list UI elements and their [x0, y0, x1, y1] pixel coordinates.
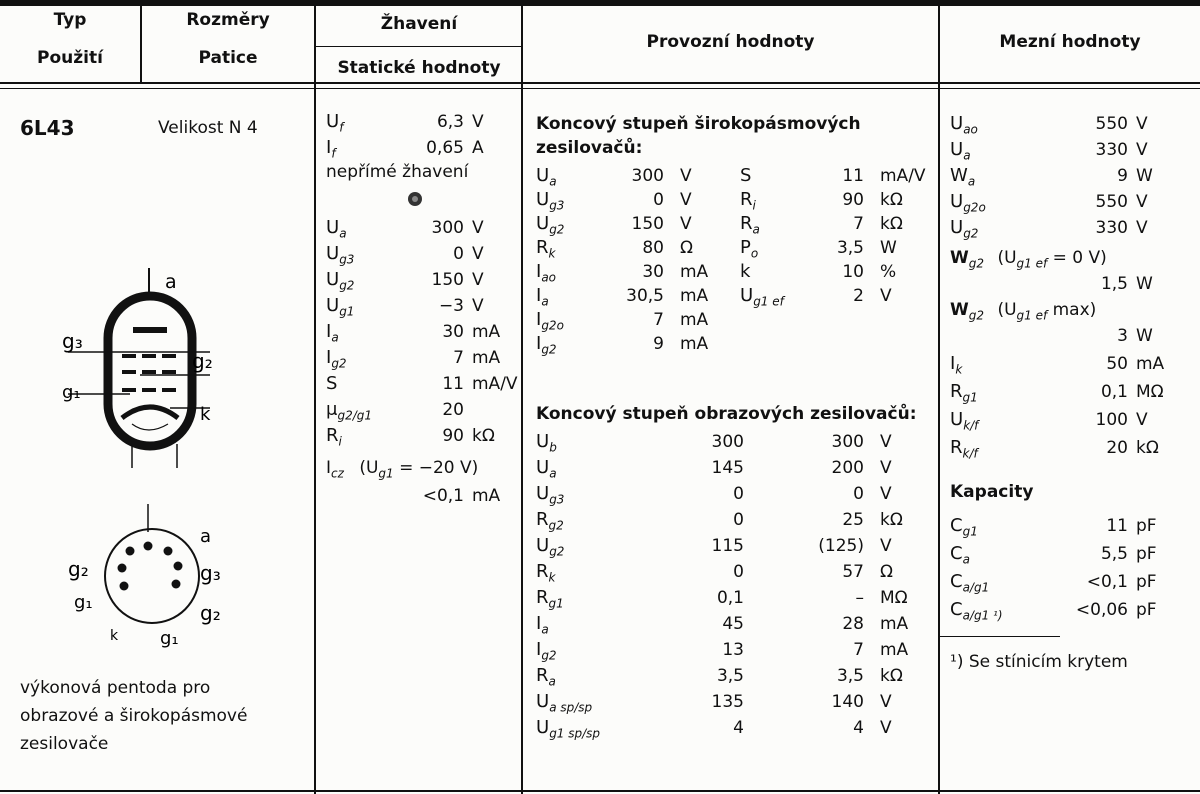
limit-unit: kΩ [1136, 438, 1159, 458]
static-value: 300 [431, 218, 464, 238]
op2-symbol: $U_a$ [536, 457, 557, 481]
op1r-unit: kΩ [880, 190, 903, 210]
tube-type: 6L43 [20, 116, 75, 140]
header-pouziti: Použití [37, 48, 103, 68]
op2-unit: mA [880, 640, 909, 660]
svg-text:g₁: g₁ [74, 592, 93, 613]
label-g3: g₃ [62, 329, 83, 353]
limit-unit: V [1136, 218, 1148, 238]
op2-value1: 13 [722, 640, 744, 660]
limit-unit: MΩ [1136, 382, 1164, 402]
limit-unit: W [1136, 166, 1153, 186]
op2-symbol: $R_{g2}$ [536, 509, 564, 533]
col-divider-4 [938, 6, 940, 794]
limit-symbol: $I_k$ [950, 353, 963, 377]
static-value: 20 [442, 400, 464, 420]
limit-symbol: $U_a$ [950, 139, 971, 163]
limit-value: 550 [1095, 192, 1128, 212]
op1-value: 300 [631, 166, 664, 186]
op2-symbol: $U_b$ [536, 431, 557, 455]
static-unit: A [472, 138, 484, 158]
header-rozmery: Rozměry [186, 10, 270, 30]
description-line-1: výkonová pentoda pro [20, 678, 211, 698]
limit-unit: mA [1136, 354, 1165, 374]
header-mezni: Mezní hodnoty [999, 32, 1141, 52]
op1-value: 0 [653, 190, 664, 210]
op2-value2: 28 [842, 614, 864, 634]
op1-symbol: $U_a$ [536, 165, 557, 189]
static-unit: V [472, 270, 484, 290]
svg-text:a: a [200, 526, 212, 547]
icz-value: <0,1 [422, 486, 464, 506]
capacity-symbol: $C_{a/g1 ^1)}$ [950, 599, 1003, 623]
limit-symbol: $U_{ao}$ [950, 113, 978, 137]
footnote: ¹) Se stínicím krytem [950, 652, 1128, 672]
heating-note: nepřímé žhavení [326, 162, 469, 182]
header-staticke: Statické hodnoty [337, 58, 501, 78]
op2-symbol: $U_{g1 sp/sp}$ [536, 717, 601, 741]
op1-unit: mA [680, 286, 709, 306]
op1r-symbol: $R_a$ [740, 213, 760, 237]
op1r-value: 2 [853, 286, 864, 306]
capacity-value: 11 [1106, 516, 1128, 536]
op1-symbol: $U_{g3}$ [536, 189, 565, 213]
section2-title: Koncový stupeň obrazových zesilovačů: [536, 404, 917, 424]
limit-symbol: $R_{k/f}$ [950, 437, 978, 461]
op2-symbol: $I_{g2}$ [536, 639, 557, 663]
op2-unit: kΩ [880, 510, 903, 530]
op2-value1: 0 [733, 562, 744, 582]
label-anode: a [165, 271, 177, 293]
limit-symbol: $R_{g1}$ [950, 381, 978, 405]
op1r-value: 3,5 [836, 238, 864, 258]
col-divider-3 [521, 6, 523, 794]
op2-unit: mA [880, 614, 909, 634]
col-divider-2 [314, 6, 316, 794]
op2-symbol: $R_a$ [536, 665, 556, 689]
header-bottom-rule [0, 82, 1200, 84]
op1r-unit: kΩ [880, 214, 903, 234]
op1r-symbol: $U_{g1 ef}$ [740, 285, 784, 309]
header-zhaveni: Žhavení [380, 14, 458, 34]
capacity-unit: pF [1136, 516, 1157, 536]
zhaveni-rule [316, 46, 522, 47]
tube-base-diagram [60, 504, 240, 654]
static-value: 6,3 [436, 112, 464, 132]
svg-text:g₂: g₂ [200, 601, 221, 625]
op1r-unit: V [880, 286, 892, 306]
op1r-symbol: $R_i$ [740, 189, 756, 213]
op2-value2: 300 [831, 432, 864, 452]
op1r-value: 10 [842, 262, 864, 282]
limit-value: 330 [1095, 140, 1128, 160]
op1r-symbol: $P_o$ [740, 237, 759, 261]
static-symbol: $\mu_{g2/g1}$ [326, 399, 372, 423]
op1-value: 9 [653, 334, 664, 354]
op1-unit: mA [680, 334, 709, 354]
limit-value: 550 [1095, 114, 1128, 134]
static-unit: V [472, 244, 484, 264]
op2-value2: 57 [842, 562, 864, 582]
wg2-a-unit: W [1136, 274, 1153, 294]
static-unit: mA [472, 322, 501, 342]
op2-value2: 25 [842, 510, 864, 530]
op1r-unit: % [880, 262, 897, 282]
wg2-b-row: $W_{g2}$ ($U_{g1 ef}$ max) [950, 300, 1097, 323]
static-symbol: $U_a$ [326, 217, 347, 241]
op1-value: 30,5 [626, 286, 664, 306]
static-symbol: $R_i$ [326, 425, 342, 449]
op2-unit: V [880, 484, 892, 504]
header-typ: Typ [53, 10, 87, 30]
op2-value2: 200 [831, 458, 864, 478]
capacity-unit: pF [1136, 572, 1157, 592]
op2-unit: V [880, 692, 892, 712]
header-provozni: Provozní hodnoty [646, 32, 815, 52]
capacity-unit: pF [1136, 544, 1157, 564]
label-g2: g₂ [192, 349, 213, 373]
static-symbol: $I_a$ [326, 321, 339, 345]
op2-unit: V [880, 432, 892, 452]
static-symbol: $U_{g2}$ [326, 269, 355, 293]
limit-value: 100 [1095, 410, 1128, 430]
op2-value1: 3,5 [716, 666, 744, 686]
static-unit: mA [472, 348, 501, 368]
limit-value: 50 [1106, 354, 1128, 374]
op1r-unit: mA/V [880, 166, 926, 186]
limit-value: 20 [1106, 438, 1128, 458]
op2-symbol: $U_{g3}$ [536, 483, 565, 507]
op2-value2: 140 [831, 692, 864, 712]
limit-value: 0,1 [1100, 382, 1128, 402]
wg2-a-row: $W_{g2}$ ($U_{g1 ef} = 0$ V) [950, 248, 1107, 271]
static-unit: V [472, 218, 484, 238]
label-k: k [200, 404, 211, 425]
op1r-symbol: S [740, 165, 752, 186]
op1-unit: mA [680, 262, 709, 282]
op2-value2: – [855, 588, 864, 608]
op2-value2: 4 [853, 718, 864, 738]
op1-value: 80 [642, 238, 664, 258]
op1r-symbol: k [740, 261, 751, 282]
op1-symbol: $I_{g2o}$ [536, 309, 564, 333]
svg-text:g₂: g₂ [68, 557, 89, 581]
static-value: 150 [431, 270, 464, 290]
static-unit: mA/V [472, 374, 518, 394]
static-symbol: $U_{g3}$ [326, 243, 355, 267]
svg-text:g₃: g₃ [200, 561, 221, 585]
svg-text:g₁: g₁ [160, 628, 179, 649]
static-value: 90 [442, 426, 464, 446]
static-value: 7 [453, 348, 464, 368]
static-value: 0,65 [426, 138, 464, 158]
capacity-unit: pF [1136, 600, 1157, 620]
op1r-value: 90 [842, 190, 864, 210]
op2-unit: V [880, 458, 892, 478]
op2-value2: (125) [818, 536, 864, 556]
tube-symbol-diagram [40, 268, 300, 478]
op1-value: 7 [653, 310, 664, 330]
limit-symbol: $U_{k/f}$ [950, 409, 979, 433]
static-value: 30 [442, 322, 464, 342]
op1-symbol: $I_{ao}$ [536, 261, 557, 285]
op2-value1: 300 [711, 432, 744, 452]
op1-symbol: $R_k$ [536, 237, 556, 261]
section1-title-1: Koncový stupeň širokopásmových [536, 114, 861, 134]
capacity-title: Kapacity [950, 482, 1034, 502]
static-symbol: $I_{g2}$ [326, 347, 347, 371]
limit-unit: V [1136, 140, 1148, 160]
icz-row: $I_{cz}$ ($U_{g1} = -20$ V) [326, 458, 479, 481]
capacity-symbol: $C_a$ [950, 543, 970, 567]
op2-symbol: $U_{g2}$ [536, 535, 565, 559]
indirect-heating-icon [406, 190, 424, 208]
limit-value: 330 [1095, 218, 1128, 238]
op2-value1: 135 [711, 692, 744, 712]
op2-value1: 0,1 [716, 588, 744, 608]
op1r-value: 7 [853, 214, 864, 234]
description-line-3: zesilovače [20, 734, 109, 754]
limit-unit: V [1136, 410, 1148, 430]
op2-unit: MΩ [880, 588, 908, 608]
limit-value: 9 [1117, 166, 1128, 186]
top-border [0, 0, 1200, 6]
header-patice: Patice [198, 48, 258, 68]
wg2-b-value: 3 [1117, 326, 1128, 346]
static-value: 11 [442, 374, 464, 394]
op1-unit: mA [680, 310, 709, 330]
op2-value2: 0 [853, 484, 864, 504]
static-unit: kΩ [472, 426, 495, 446]
op2-value1: 0 [733, 484, 744, 504]
op1-unit: V [680, 166, 692, 186]
static-unit: V [472, 112, 484, 132]
capacity-value: <0,06 [1075, 600, 1128, 620]
capacity-value: <0,1 [1086, 572, 1128, 592]
op2-unit: Ω [880, 562, 893, 582]
op2-unit: V [880, 718, 892, 738]
op1r-unit: W [880, 238, 897, 258]
op1-value: 30 [642, 262, 664, 282]
svg-text:k: k [110, 628, 119, 644]
op1-unit: Ω [680, 238, 693, 258]
static-unit: V [472, 296, 484, 316]
op1-value: 150 [631, 214, 664, 234]
limit-symbol: $U_{g2}$ [950, 217, 979, 241]
static-symbol: $U_f$ [326, 111, 344, 135]
op1-unit: V [680, 214, 692, 234]
static-value: −3 [438, 296, 464, 316]
wg2-b-unit: W [1136, 326, 1153, 346]
op2-unit: V [880, 536, 892, 556]
op2-symbol: $U_{a sp/sp}$ [536, 691, 593, 715]
capacity-value: 5,5 [1100, 544, 1128, 564]
op2-unit: kΩ [880, 666, 903, 686]
footnote-rule [940, 636, 1060, 637]
op2-symbol: $R_{g1}$ [536, 587, 564, 611]
op2-value1: 4 [733, 718, 744, 738]
op1-unit: V [680, 190, 692, 210]
limit-unit: V [1136, 114, 1148, 134]
static-symbol: S [326, 373, 338, 394]
op2-value2: 3,5 [836, 666, 864, 686]
op2-value1: 45 [722, 614, 744, 634]
section1-title-2: zesilovačů: [536, 138, 643, 158]
limit-unit: V [1136, 192, 1148, 212]
op2-value1: 115 [711, 536, 744, 556]
capacity-symbol: $C_{g1}$ [950, 515, 978, 539]
op2-value1: 0 [733, 510, 744, 530]
op2-value2: 7 [853, 640, 864, 660]
limit-symbol: $W_a$ [950, 165, 976, 189]
static-symbol: $I_f$ [326, 137, 336, 161]
wg2-a-value: 1,5 [1100, 274, 1128, 294]
op2-symbol: $R_k$ [536, 561, 556, 585]
static-value: 0 [453, 244, 464, 264]
op1-symbol: $I_{g2}$ [536, 333, 557, 357]
tube-size: Velikost N 4 [158, 118, 258, 138]
label-g1: g₁ [62, 382, 81, 403]
op2-value1: 145 [711, 458, 744, 478]
static-symbol: $U_{g1}$ [326, 295, 355, 319]
op2-symbol: $I_a$ [536, 613, 549, 637]
bottom-rule [0, 790, 1200, 792]
icz-unit: mA [472, 486, 501, 506]
limit-symbol: $U_{g2o}$ [950, 191, 986, 215]
op1-symbol: $U_{g2}$ [536, 213, 565, 237]
capacity-symbol: $C_{a/g1}$ [950, 571, 990, 595]
header-double-rule [0, 88, 1200, 89]
op1-symbol: $I_a$ [536, 285, 549, 309]
op1r-value: 11 [842, 166, 864, 186]
description-line-2: obrazové a širokopásmové [20, 706, 248, 726]
